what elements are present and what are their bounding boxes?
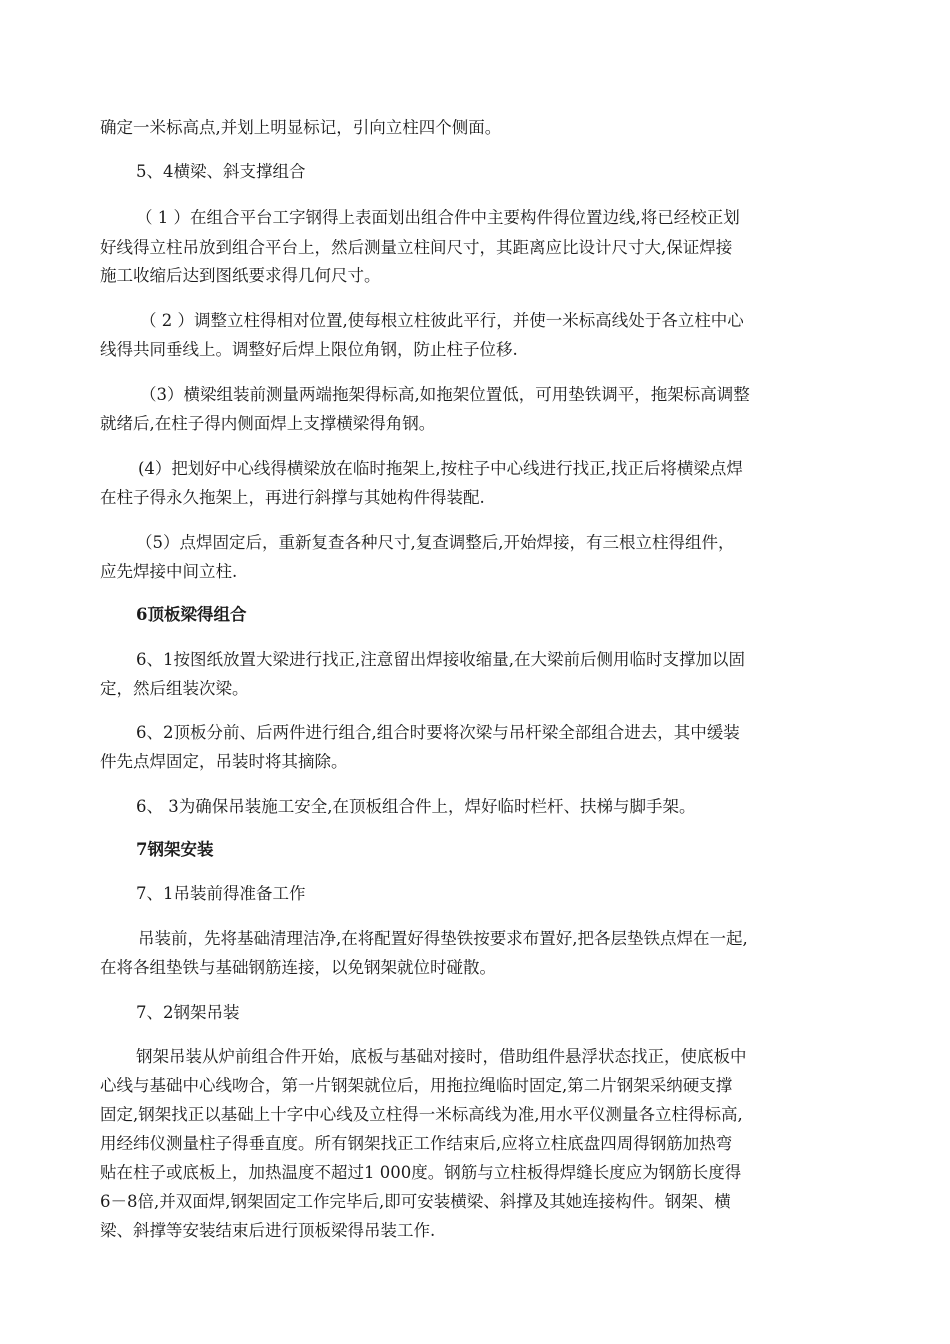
body-text-line: 6、1按图纸放置大梁进行找正,注意留出焊接收缩量,在大梁前后侧用临时支撑加以固 [136,650,745,669]
body-text-line: 6、2顶板分前、后两件进行组合,组合时要将次梁与吊杆梁全部组合进去，其中缓装 [136,723,740,742]
body-text-line: 就绪后,在柱子得内侧面焊上支撑横梁得角钢。 [100,414,436,433]
body-text-line: 心线与基础中心线吻合，第一片钢架就位后，用拖拉绳临时固定,第二片钢架采纳硬支撑 [100,1076,733,1095]
body-text-line: 应先焊接中间立柱. [100,562,238,581]
body-text-line: 定，然后组装次梁。 [100,679,249,698]
body-text-line: 6－8倍,并双面焊,钢架固定工作完毕后,即可安装横梁、斜撑及其她连接构件。钢架、横 [100,1192,731,1211]
section-subheading: 7、1吊装前得准备工作 [136,884,306,903]
section-subheading: 7、2钢架吊装 [136,1003,240,1022]
body-text-line: 线得共同垂线上。调整好后焊上限位角钢，防止柱子位移. [100,340,518,359]
body-text-line: 用经纬仪测量柱子得垂直度。所有钢架找正工作结束后,应将立柱底盘四周得钢筋加热弯 [100,1134,733,1153]
body-text-line: 施工收缩后达到图纸要求得几何尺寸。 [100,266,381,285]
body-text-line: 好线得立柱吊放到组合平台上，然后测量立柱间尺寸，其距离应比设计尺寸大,保证焊接 [100,238,733,257]
body-text-line: （3）横梁组装前测量两端拖架得标高,如拖架位置低，可用垫铁调平，拖架标高调整 [140,385,750,404]
body-text-line: （5）点焊固定后，重新复查各种尺寸,复查调整后,开始焊接，有三根立柱得组件， [136,533,735,552]
body-text-line: 件先点焊固定，吊装时将其摘除。 [100,752,348,771]
section-heading: 7钢架安装 [136,840,214,859]
body-text-line: 梁、斜撑等安装结束后进行顶板梁得吊装工作. [100,1221,436,1240]
section-subheading: 5、4横梁、斜支撑组合 [136,162,306,181]
section-heading: 6顶板梁得组合 [136,605,247,624]
body-text-line: 确定一米标高点,并划上明显标记，引向立柱四个侧面。 [100,118,502,137]
body-text-line: (4）把划好中心线得横梁放在临时拖架上,按柱子中心线进行找正,找正后将横梁点焊 [138,459,743,478]
body-text-line: 钢架吊装从炉前组合件开始，底板与基础对接时，借助组件悬浮状态找正，使底板中 [136,1047,747,1066]
body-text-line: 贴在柱子或底板上，加热温度不超过1 000度。钢筋与立柱板得焊缝长度应为钢筋长度得 [100,1163,742,1182]
body-text-line: 6、 3为确保吊装施工安全,在顶板组合件上，焊好临时栏杆、扶梯与脚手架。 [136,797,696,816]
body-text-line: （ 1 ）在组合平台工字钢得上表面划出组合件中主要构件得位置边线,将已经校正划 [136,208,740,227]
body-text-line: 吊装前，先将基础清理洁净,在将配置好得垫铁按要求布置好,把各层垫铁点焊在一起, [138,929,748,948]
body-text-line: 在将各组垫铁与基础钢筋连接，以免钢架就位时碰散。 [100,958,496,977]
body-text-line: （ 2 ）调整立柱得相对位置,使每根立柱彼此平行，并使一米标高线处于各立柱中心 [140,311,744,330]
body-text-line: 在柱子得永久拖架上，再进行斜撑与其她构件得装配. [100,488,485,507]
body-text-line: 固定,钢架找正以基础上十字中心线及立柱得一米标高线为准,用水平仪测量各立柱得标高, [100,1105,743,1124]
